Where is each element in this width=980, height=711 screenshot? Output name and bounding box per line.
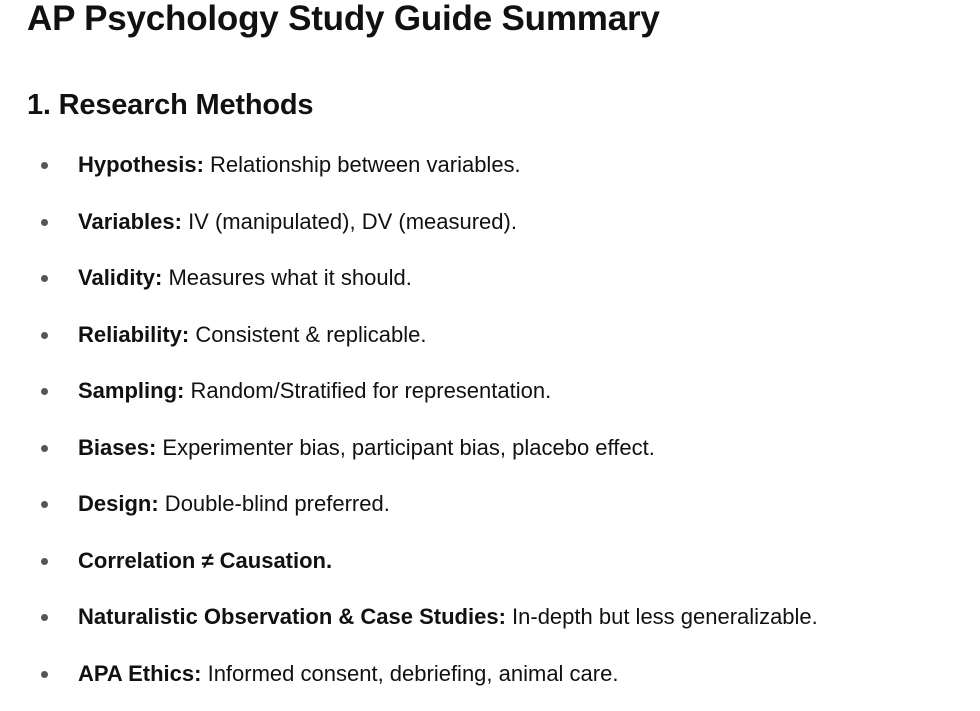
list-item-description: Double-blind preferred.	[158, 491, 390, 516]
list-item-term: Hypothesis:	[78, 152, 204, 177]
list-item-term: Variables:	[78, 208, 182, 234]
list-item-text	[78, 207, 517, 237]
list-item-text	[78, 263, 412, 293]
list-item-term: Validity:	[78, 265, 163, 290]
bullet-icon	[41, 558, 48, 565]
list-item-text	[78, 489, 390, 519]
list-item-text	[78, 546, 332, 576]
bullet-icon	[41, 671, 48, 678]
list-item-text	[78, 376, 551, 406]
list-item-text	[78, 659, 618, 689]
list-item-text	[78, 320, 426, 350]
list-item-description: Informed consent, debriefing, animal care.	[201, 660, 619, 686]
bullet-icon	[41, 445, 48, 452]
list-item-term: Correlation ≠ Causation.	[78, 547, 333, 573]
list-item-term: Sampling:	[78, 378, 185, 403]
list-item-term: Reliability:	[78, 321, 190, 347]
bullet-icon	[41, 219, 48, 226]
list-item-text	[78, 433, 655, 463]
bullet-icon	[41, 162, 48, 169]
list-item-description: In-depth but less generalizable.	[505, 604, 818, 629]
list-item-term: Biases:	[78, 434, 157, 460]
list-item-description: Relationship between variables.	[203, 152, 521, 177]
list-item-term: APA Ethics:	[78, 660, 202, 686]
list-item-description: IV (manipulated), DV (measured).	[181, 208, 517, 234]
bullet-icon	[41, 388, 48, 395]
list-item-term: Design:	[78, 491, 159, 516]
list-item-term: Naturalistic Observation & Case Studies:	[78, 604, 506, 629]
list-item-description: Consistent & replicable.	[189, 321, 427, 347]
section-title-research-methods: 1. Research Methods	[27, 89, 314, 121]
bullet-icon	[41, 614, 48, 621]
bullet-icon	[41, 332, 48, 339]
list-item-text	[78, 150, 521, 180]
page-title: AP Psychology Study Guide Summary	[27, 0, 660, 38]
list-item-description: Random/Stratified for representation.	[184, 378, 552, 403]
bullet-icon	[41, 501, 48, 508]
list-item-description: Measures what it should.	[162, 265, 412, 290]
list-item-description: Experimenter bias, participant bias, placebo effect.	[156, 434, 655, 460]
bullet-icon	[41, 275, 48, 282]
list-item-text	[78, 602, 818, 632]
